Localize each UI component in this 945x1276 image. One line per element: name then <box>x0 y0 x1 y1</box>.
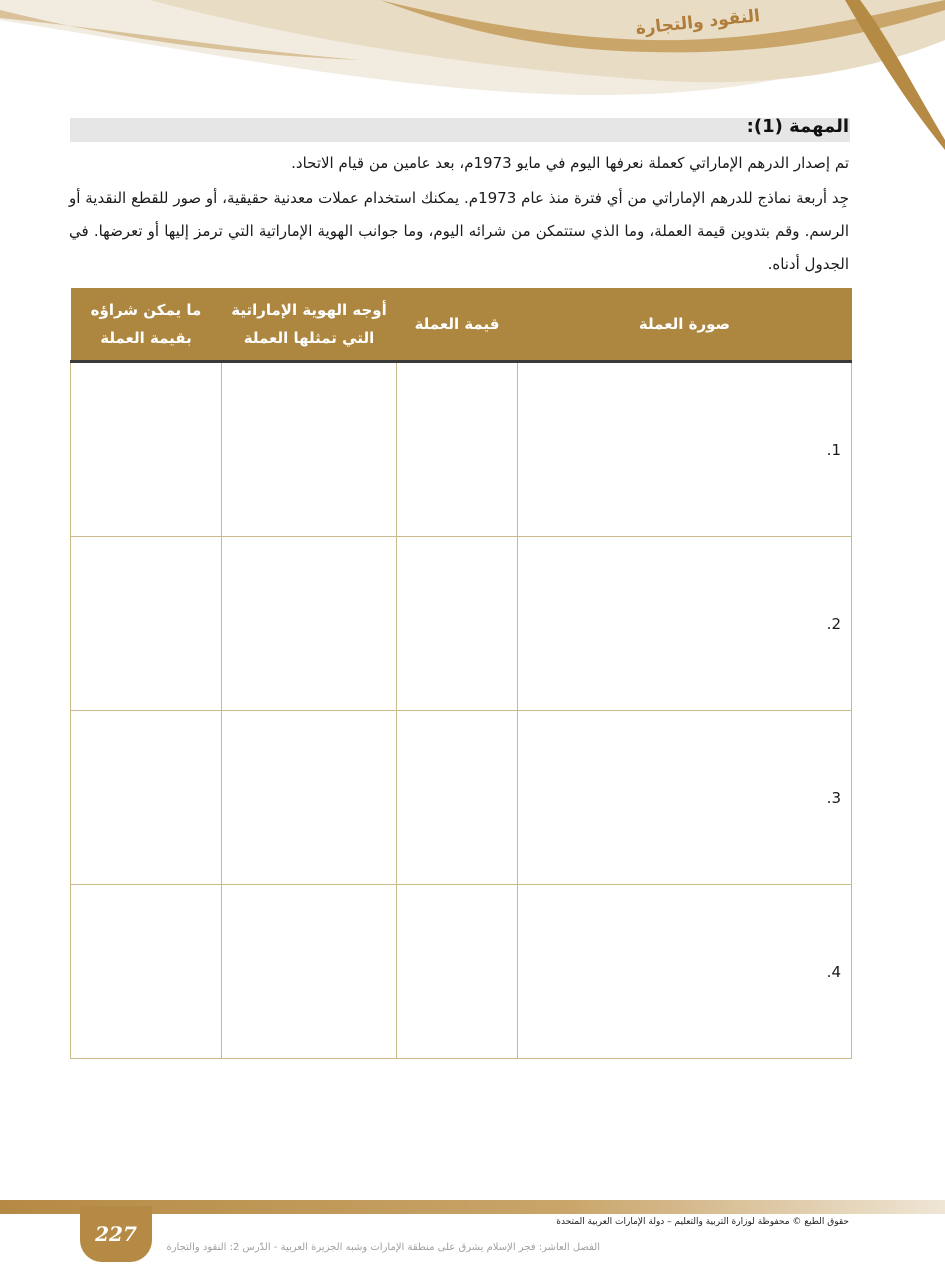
row-number-cell[interactable] <box>518 537 852 711</box>
header-purchase-line-1: ما يمكن شراؤه <box>90 301 202 319</box>
identity-cell[interactable] <box>222 711 397 885</box>
chapter-reference: الفصل العاشر: فجر الإسلام يشرق على منطقة الإمارات وشبه الجزيرة العربية - الدّرس 2: النقود والتجارة <box>166 1242 600 1253</box>
identity-cell[interactable] <box>222 885 397 1059</box>
section-title: النقود والتجارة <box>634 6 762 39</box>
header-identity <box>222 288 397 362</box>
purchase-cell[interactable] <box>71 711 222 885</box>
header-identity-line-2: التي تمثلها العملة <box>243 329 375 347</box>
row-number: 2. <box>826 614 841 633</box>
table-row <box>71 537 852 711</box>
header-purchase-line-2: بقيمة العملة <box>100 329 192 347</box>
header-purchase <box>71 288 222 362</box>
identity-cell[interactable] <box>222 362 397 537</box>
page-number-tab <box>80 1206 152 1262</box>
row-number-cell[interactable] <box>518 362 852 537</box>
header-coin-value: قيمة العملة <box>397 288 518 362</box>
page-number: 227 <box>95 1222 137 1246</box>
header-identity-line-1: أوجه الهوية الإماراتية <box>231 301 387 319</box>
copyright-notice: حقوق الطبع © محفوظة لوزارة التربية والتعليم – دولة الإمارات العربية المتحدة <box>556 1217 849 1227</box>
coin-value-cell[interactable] <box>397 885 518 1059</box>
row-number-cell[interactable] <box>518 711 852 885</box>
purchase-cell[interactable] <box>71 537 222 711</box>
row-number: 4. <box>826 962 841 981</box>
header-coin-image: صورة العملة <box>518 288 852 362</box>
coin-value-cell[interactable] <box>397 711 518 885</box>
row-number-cell[interactable] <box>518 885 852 1059</box>
table-row <box>71 711 852 885</box>
identity-cell[interactable] <box>222 537 397 711</box>
row-number: 3. <box>826 788 841 807</box>
table-row <box>71 362 852 537</box>
coin-value-cell[interactable] <box>397 537 518 711</box>
purchase-cell[interactable] <box>71 362 222 537</box>
table-row <box>71 885 852 1059</box>
coin-value-cell[interactable] <box>397 362 518 537</box>
table-header-row <box>71 288 852 362</box>
row-number: 1. <box>826 440 841 459</box>
task-paragraph-1: تم إصدار الدرهم الإماراتي كعملة نعرفها اليوم في مايو 1973م، بعد عامين من قيام الاتحاد. <box>291 154 849 172</box>
task-paragraph-2: جِد أربعة نماذج للدرهم الإماراتي من أي فترة منذ عام 1973م. يمكنك استخدام عملات معدنية حقيقية، أو صور للقطع النقدية أو الرسم. وقم بتدوين قيمة العملة، وما الذي ستتمكن من شرائه اليوم، وما جوانب الهوية الإماراتية التي ترمز إليها أو تعرضها. في الجدول أدناه. <box>69 189 849 273</box>
purchase-cell[interactable] <box>71 885 222 1059</box>
task-title-bar <box>70 118 850 142</box>
coins-table <box>70 288 852 1059</box>
task-title: المهمة (1): <box>746 116 849 137</box>
